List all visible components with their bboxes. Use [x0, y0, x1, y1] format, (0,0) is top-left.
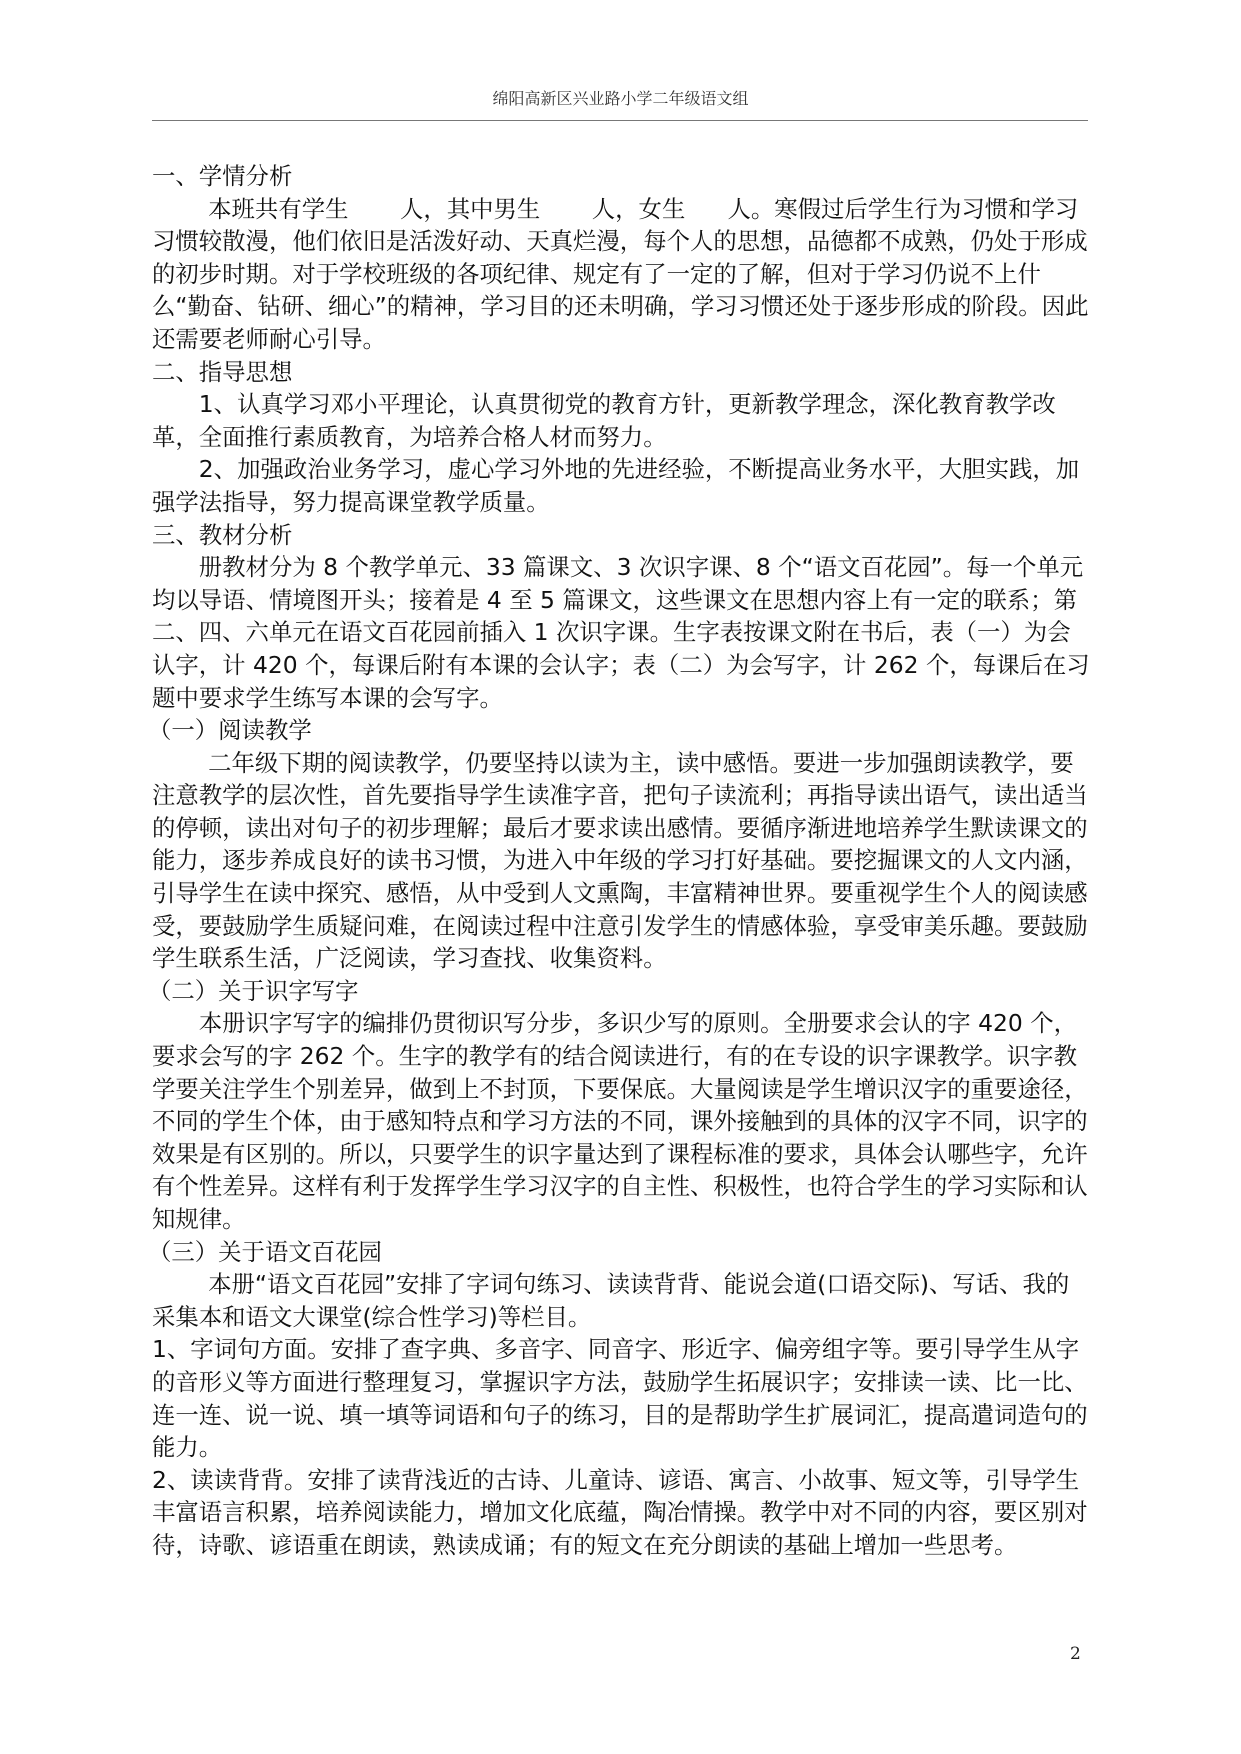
- paragraph-reading: 二年级下期的阅读教学，仍要坚持以读为主，读中感悟。要进一步加强朗读教学，要注意教学的层次性，首先要指导学生读准字音，把句子读流利；再指导读出语气，读出适当的停顿，读出对句子的初步理解；最后才要求读出感情。要循序渐进地培养学生默读课文的能力，逐步养成良好的读书习惯，为进入中年级的学习打好基础。要挖掘课文的人文内涵，引导学生在读中探究、感悟，从中受到人文熏陶，丰富精神世界。要重视学生个人的阅读感受，要鼓励学生质疑问难，在阅读过程中注意引发学生的情感体验，享受审美乐趣。要鼓励学生联系生活，广泛阅读，学习查找、收集资料。: [152, 748, 1088, 973]
- subheading-reading: （一）阅读教学: [148, 716, 312, 745]
- paragraph-guidance-2: 2、加强政治业务学习，虚心学习外地的先进经验，不断提高业务水平，大胆实践，加强学法指导，努力提高课堂教学质量。: [152, 455, 1080, 516]
- paragraph-student-analysis: [152, 193, 1092, 356]
- section-heading-guidance: 二、指导思想: [152, 357, 293, 386]
- subheading-literacy: （二）关于识字写字: [148, 976, 359, 1005]
- text-segment: 人。寒假过后学生行为习惯和学习习惯较散漫，他们依旧是活泼好动、天真烂漫，每个人的思想，品德都不成熟，仍处于形成的初步时期。对于学校班级的各项纪律、规定有了一定的了解，但对于学习仍说不上什么“勤奋、钻研、细心”的精神，学习目的还未明确，学习习惯还处于逐步形成的阶段。因此还需要老师耐心引导。: [152, 194, 1089, 353]
- document-body: [148, 160, 1092, 1562]
- paragraph-garden-intro: 本册“语文百花园”安排了字词句练习、读读背背、能说会道(口语交际)、写话、我的采集本和语文大课堂(综合性学习)等栏目。: [152, 1270, 1070, 1331]
- paragraph-garden-recite: 2、读读背背。安排了读背浅近的古诗、儿童诗、谚语、寓言、小故事、短文等，引导学生丰富语言积累，培养阅读能力，增加文化底蕴，陶冶情操。教学中对不同的内容，要区别对待，诗歌、谚语重在朗读，熟读成诵；有的短文在充分朗读的基础上增加一些思考。: [152, 1465, 1088, 1559]
- text-segment: 人，女生: [591, 194, 686, 223]
- paragraph-guidance-1: 1、认真学习邓小平理论，认真贯彻党的教育方针，更新教学理念，深化教育教学改革，全面推行素质教育，为培养合格人材而努力。: [152, 390, 1056, 451]
- header-divider: [152, 120, 1088, 121]
- page-number: 2: [1070, 1644, 1081, 1664]
- paragraph-textbook: 册教材分为 8 个教学单元、33 篇课文、3 次识字课、8 个“语文百花园”。每一个单元均以导语、情境图开头；接着是 4 至 5 篇课文，这些课文在思想内容上有一定的联系；第二、四、六单元在语文百花园前插入 1 次识字课。生字表按课文附在书后，表（一）为会认字，计 420 个，每课后附有本课的会认字；表（二）为会写字，计 262 个，每课后在习题中要求学生练写本课的会写字。: [152, 553, 1090, 712]
- section-heading-analysis: 一、学情分析: [152, 162, 293, 190]
- text-segment: 本班共有学生: [208, 194, 349, 223]
- subheading-garden: （三）关于语文百花园: [148, 1237, 382, 1266]
- paragraph-garden-words: 1、字词句方面。安排了查字典、多音字、同音字、形近字、偏旁组字等。要引导学生从字的音形义等方面进行整理复习，掌握识字方法，鼓励学生拓展识字；安排读一读、比一比、连一连、说一说、填一填等词语和句子的练习，目的是帮助学生扩展词汇，提高遣词造句的能力。: [152, 1335, 1088, 1462]
- paragraph-literacy: 本册识字写字的编排仍贯彻识写分步，多识少写的原则。全册要求会认的字 420 个，要求会写的字 262 个。生字的教学有的结合阅读进行，有的在专设的识字课教学。识字教学要关注学生个别差异，做到上不封顶，下要保底。大量阅读是学生增识汉字的重要途径，不同的学生个体，由于感知特点和学习方法的不同，课外接触到的具体的汉字不同，识字的效果是有区别的。所以，只要学生的识字量达到了课程标准的要求，具体会认哪些字，允许有个性差异。这样有利于发挥学生学习汉字的自主性、积极性，也符合学生的学习实际和认知规律。: [152, 1009, 1088, 1233]
- text-segment: 人，其中男生: [399, 194, 541, 223]
- section-heading-textbook: 三、教材分析: [152, 520, 293, 549]
- page-header: 绵阳高新区兴业路小学二年级语文组: [492, 89, 749, 108]
